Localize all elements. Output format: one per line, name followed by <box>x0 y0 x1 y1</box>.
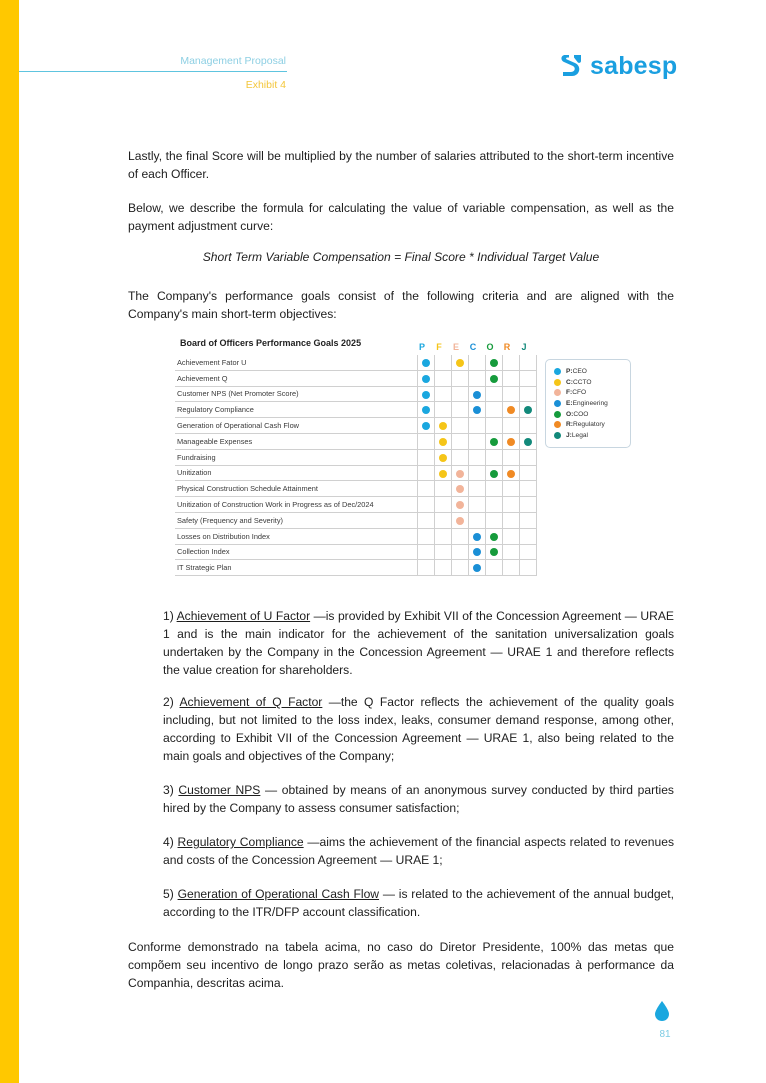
cell-e <box>452 512 469 528</box>
cell-o <box>486 544 503 560</box>
cell-p <box>418 544 435 560</box>
goal-dot <box>490 375 498 383</box>
cell-p <box>418 402 435 418</box>
table-row <box>175 512 537 528</box>
item-4-text: —aims the achievement of the financial aspects related to revenues and costs of the Concession Agreement — URAE 1; <box>163 835 674 867</box>
cell-r <box>503 449 520 465</box>
cell-o <box>486 370 503 386</box>
legend-key: F: <box>566 389 573 397</box>
row-label: Achievement Fator U <box>175 355 418 370</box>
cell-r <box>503 355 520 370</box>
cell-e <box>452 560 469 576</box>
table-row <box>175 370 537 386</box>
goal-dot <box>490 438 498 446</box>
goal-dot <box>439 438 447 446</box>
cell-j <box>520 402 537 418</box>
column-header-p: P <box>418 342 425 352</box>
row-label: Losses on Distribution Index <box>175 528 418 544</box>
column-header-c: C <box>469 342 477 352</box>
item-2-text: —the Q Factor reflects the achievement of the quality goals including, but not limited to the loss index, leaks, consumer demand response, among other, according to Exhibit VII of the Concession Agreement — URAE 1, also being related to the main goals and objectives of the Company; <box>163 695 674 763</box>
cell-j <box>520 465 537 481</box>
cell-f <box>435 402 452 418</box>
cell-r <box>503 544 520 560</box>
cell-f <box>435 449 452 465</box>
cell-j <box>520 512 537 528</box>
cell-c <box>469 449 486 465</box>
table-row <box>175 433 537 449</box>
item-2-prefix: 2) <box>163 695 180 709</box>
cell-r <box>503 465 520 481</box>
legend-key: R: <box>566 421 573 429</box>
cell-p <box>418 386 435 402</box>
cell-f <box>435 465 452 481</box>
cell-o <box>486 465 503 481</box>
table-row <box>175 481 537 497</box>
legend-item <box>546 377 630 388</box>
table-row <box>175 528 537 544</box>
legend-text: COO <box>573 410 589 418</box>
legend-key: J: <box>566 431 572 439</box>
cell-c <box>469 544 486 560</box>
page-number: 81 <box>659 1029 671 1040</box>
row-label: Generation of Operational Cash Flow <box>175 418 418 434</box>
cell-p <box>418 465 435 481</box>
item-1-link[interactable]: Achievement of U Factor <box>176 609 311 623</box>
goal-dot <box>456 501 464 509</box>
closing-paragraph: Conforme demonstrado na tabela acima, no caso do Diretor Presidente, 100% das metas que compõem seu incentivo de longo prazo serão as metas coletivas, relacionadas à performance da Companhia, descritas acima. <box>128 940 674 990</box>
cell-c <box>469 418 486 434</box>
goal-dot <box>422 375 430 383</box>
goal-dot <box>473 391 481 399</box>
goal-dot <box>422 359 430 367</box>
cell-f <box>435 560 452 576</box>
goal-dot <box>473 406 481 414</box>
cell-c <box>469 481 486 497</box>
cell-o <box>486 497 503 513</box>
cell-e <box>452 528 469 544</box>
cell-p <box>418 433 435 449</box>
cell-j <box>520 418 537 434</box>
cell-f <box>435 433 452 449</box>
column-header-j: J <box>521 342 527 352</box>
table-title: Board of Officers Performance Goals 2025 <box>180 338 362 348</box>
legend-dot <box>554 400 561 407</box>
performance-goals-table <box>175 355 537 576</box>
header-rule <box>19 71 287 72</box>
cell-o <box>486 449 503 465</box>
legend-item <box>546 398 630 409</box>
goal-dot <box>422 422 430 430</box>
item-1-text: —is provided by Exhibit VII of the Concession Agreement — URAE 1 and is the main indicator for the achievement of the sanitation universalization goals undertaken by the Company in the Concession Agreement — URAE 1 and therefore reflects the value creation for shareholders. <box>163 609 674 677</box>
goal-dot <box>456 470 464 478</box>
cell-e <box>452 402 469 418</box>
cell-r <box>503 433 520 449</box>
cell-o <box>486 433 503 449</box>
cell-e <box>452 433 469 449</box>
cell-j <box>520 497 537 513</box>
row-label: Physical Construction Schedule Attainment <box>175 481 418 497</box>
item-2 <box>163 693 674 765</box>
cell-c <box>469 433 486 449</box>
item-4-link[interactable]: Regulatory Compliance <box>177 835 304 849</box>
legend <box>545 359 631 448</box>
legend-item <box>546 419 630 430</box>
cell-e <box>452 497 469 513</box>
cell-f <box>435 386 452 402</box>
cell-j <box>520 560 537 576</box>
legend-item <box>546 409 630 420</box>
cell-p <box>418 355 435 370</box>
item-5-link[interactable]: Generation of Operational Cash Flow <box>177 887 380 901</box>
column-header-e: E <box>452 342 459 352</box>
cell-o <box>486 528 503 544</box>
goal-dot <box>490 470 498 478</box>
water-drop-icon <box>655 1001 669 1021</box>
legend-text: CCTO <box>572 378 592 386</box>
legend-dot <box>554 421 561 428</box>
cell-j <box>520 433 537 449</box>
legend-text: Legal <box>571 431 589 439</box>
cell-e <box>452 370 469 386</box>
goal-dot <box>524 406 532 414</box>
cell-j <box>520 370 537 386</box>
legend-dot <box>554 389 561 396</box>
cell-r <box>503 370 520 386</box>
cell-o <box>486 560 503 576</box>
cell-r <box>503 560 520 576</box>
item-4 <box>163 833 674 869</box>
item-3-text: — obtained by means of an anonymous survey conducted by third parties hired by the Company to assess consumer satisfaction; <box>163 783 674 815</box>
cell-j <box>520 355 537 370</box>
cell-j <box>520 528 537 544</box>
item-5-prefix: 5) <box>163 887 178 901</box>
cell-r <box>503 481 520 497</box>
item-3 <box>163 781 674 817</box>
goal-dot <box>507 438 515 446</box>
cell-j <box>520 386 537 402</box>
row-label: Unitization of Construction Work in Progress as of Dec/2024 <box>175 497 418 513</box>
cell-f <box>435 544 452 560</box>
cell-c <box>469 402 486 418</box>
legend-key: C: <box>566 378 573 386</box>
goal-dot <box>507 470 515 478</box>
item-1 <box>163 607 674 679</box>
legend-item <box>546 366 630 377</box>
cell-f <box>435 497 452 513</box>
legend-text: Engineering <box>572 399 608 407</box>
cell-p <box>418 512 435 528</box>
legend-text: Regulatory <box>572 421 605 429</box>
cell-c <box>469 370 486 386</box>
yellow-side-bar <box>0 0 19 1083</box>
item-5-text: — is related to the achievement of the annual budget, according to the ITR/DFP account classification. <box>163 887 674 919</box>
column-header-o: O <box>486 342 494 352</box>
cell-e <box>452 418 469 434</box>
table-row <box>175 355 537 370</box>
cell-e <box>452 386 469 402</box>
cell-p <box>418 528 435 544</box>
cell-p <box>418 370 435 386</box>
goal-dot <box>456 359 464 367</box>
cell-o <box>486 512 503 528</box>
cell-c <box>469 512 486 528</box>
goal-dot <box>490 359 498 367</box>
cell-e <box>452 544 469 560</box>
cell-f <box>435 418 452 434</box>
cell-r <box>503 512 520 528</box>
row-label: Fundraising <box>175 449 418 465</box>
cell-c <box>469 355 486 370</box>
cell-c <box>469 528 486 544</box>
table-row <box>175 497 537 513</box>
table-row <box>175 449 537 465</box>
goal-dot <box>456 485 464 493</box>
table-row <box>175 465 537 481</box>
paragraph-formula-intro: Below, we describe the formula for calculating the value of variable compensation, as well as the payment adjustment curve: <box>128 201 674 233</box>
sabesp-logo-icon <box>559 53 585 79</box>
cell-o <box>486 386 503 402</box>
cell-p <box>418 560 435 576</box>
row-label: Manageable Expenses <box>175 433 418 449</box>
column-header-r: R <box>503 342 511 352</box>
legend-dot <box>554 379 561 386</box>
goal-dot <box>473 548 481 556</box>
cell-c <box>469 497 486 513</box>
goal-dot <box>439 470 447 478</box>
formula: Short Term Variable Compensation = Final Score * Individual Target Value <box>202 250 600 264</box>
header-subtitle: Exhibit 4 <box>245 79 286 91</box>
legend-key: E: <box>566 399 573 407</box>
goal-dot <box>524 438 532 446</box>
cell-r <box>503 386 520 402</box>
goal-dot <box>490 533 498 541</box>
goal-dot <box>422 391 430 399</box>
cell-r <box>503 497 520 513</box>
goal-dot <box>439 422 447 430</box>
legend-text: CFO <box>572 389 587 397</box>
column-header-f: F <box>436 342 442 352</box>
cell-e <box>452 465 469 481</box>
cell-c <box>469 560 486 576</box>
legend-dot <box>554 432 561 439</box>
cell-o <box>486 418 503 434</box>
goal-dot <box>490 548 498 556</box>
table-row <box>175 560 537 576</box>
cell-p <box>418 449 435 465</box>
cell-f <box>435 528 452 544</box>
legend-key: P: <box>566 367 573 375</box>
cell-j <box>520 544 537 560</box>
table-row <box>175 402 537 418</box>
cell-r <box>503 418 520 434</box>
legend-item <box>546 430 630 441</box>
row-label: Safety (Frequency and Severity) <box>175 512 418 528</box>
table-row <box>175 386 537 402</box>
legend-item <box>546 387 630 398</box>
cell-j <box>520 481 537 497</box>
row-label: Regulatory Compliance <box>175 402 418 418</box>
cell-o <box>486 402 503 418</box>
cell-f <box>435 512 452 528</box>
cell-o <box>486 481 503 497</box>
row-label: IT Strategic Plan <box>175 560 418 576</box>
cell-p <box>418 481 435 497</box>
legend-text: CEO <box>572 367 587 375</box>
row-label: Customer NPS (Net Promoter Score) <box>175 386 418 402</box>
goal-dot <box>473 533 481 541</box>
item-5 <box>163 885 674 921</box>
cell-c <box>469 386 486 402</box>
header-title: Management Proposal <box>180 55 286 67</box>
cell-e <box>452 355 469 370</box>
item-3-link[interactable]: Customer NPS <box>178 783 261 797</box>
row-label: Achievement Q <box>175 370 418 386</box>
table-row <box>175 544 537 560</box>
goal-dot <box>456 517 464 525</box>
cell-r <box>503 528 520 544</box>
cell-p <box>418 497 435 513</box>
row-label: Collection Index <box>175 544 418 560</box>
legend-dot <box>554 368 561 375</box>
goal-dot <box>473 564 481 572</box>
logo-wordmark: sabesp <box>590 51 678 80</box>
goal-dot <box>439 454 447 462</box>
cell-f <box>435 355 452 370</box>
cell-f <box>435 370 452 386</box>
legend-key: O: <box>566 410 574 418</box>
goal-dot <box>422 406 430 414</box>
goal-dot <box>507 406 515 414</box>
legend-dot <box>554 411 561 418</box>
cell-e <box>452 481 469 497</box>
item-3-prefix: 3) <box>163 783 179 797</box>
cell-r <box>503 402 520 418</box>
cell-e <box>452 449 469 465</box>
item-4-prefix: 4) <box>163 835 178 849</box>
cell-o <box>486 355 503 370</box>
cell-c <box>469 465 486 481</box>
item-2-link[interactable]: Achievement of Q Factor <box>179 695 323 709</box>
cell-p <box>418 418 435 434</box>
sabesp-logo <box>559 51 677 81</box>
table-row <box>175 418 537 434</box>
cell-f <box>435 481 452 497</box>
cell-j <box>520 449 537 465</box>
item-1-prefix: 1) <box>163 609 177 623</box>
row-label: Unitization <box>175 465 418 481</box>
paragraph-goals-intro: The Company's performance goals consist of the following criteria and are aligned with the Company's main short-term objectives: <box>128 289 674 321</box>
paragraph-score: Lastly, the final Score will be multiplied by the number of salaries attributed to the short-term incentive of each Officer. <box>128 149 674 181</box>
